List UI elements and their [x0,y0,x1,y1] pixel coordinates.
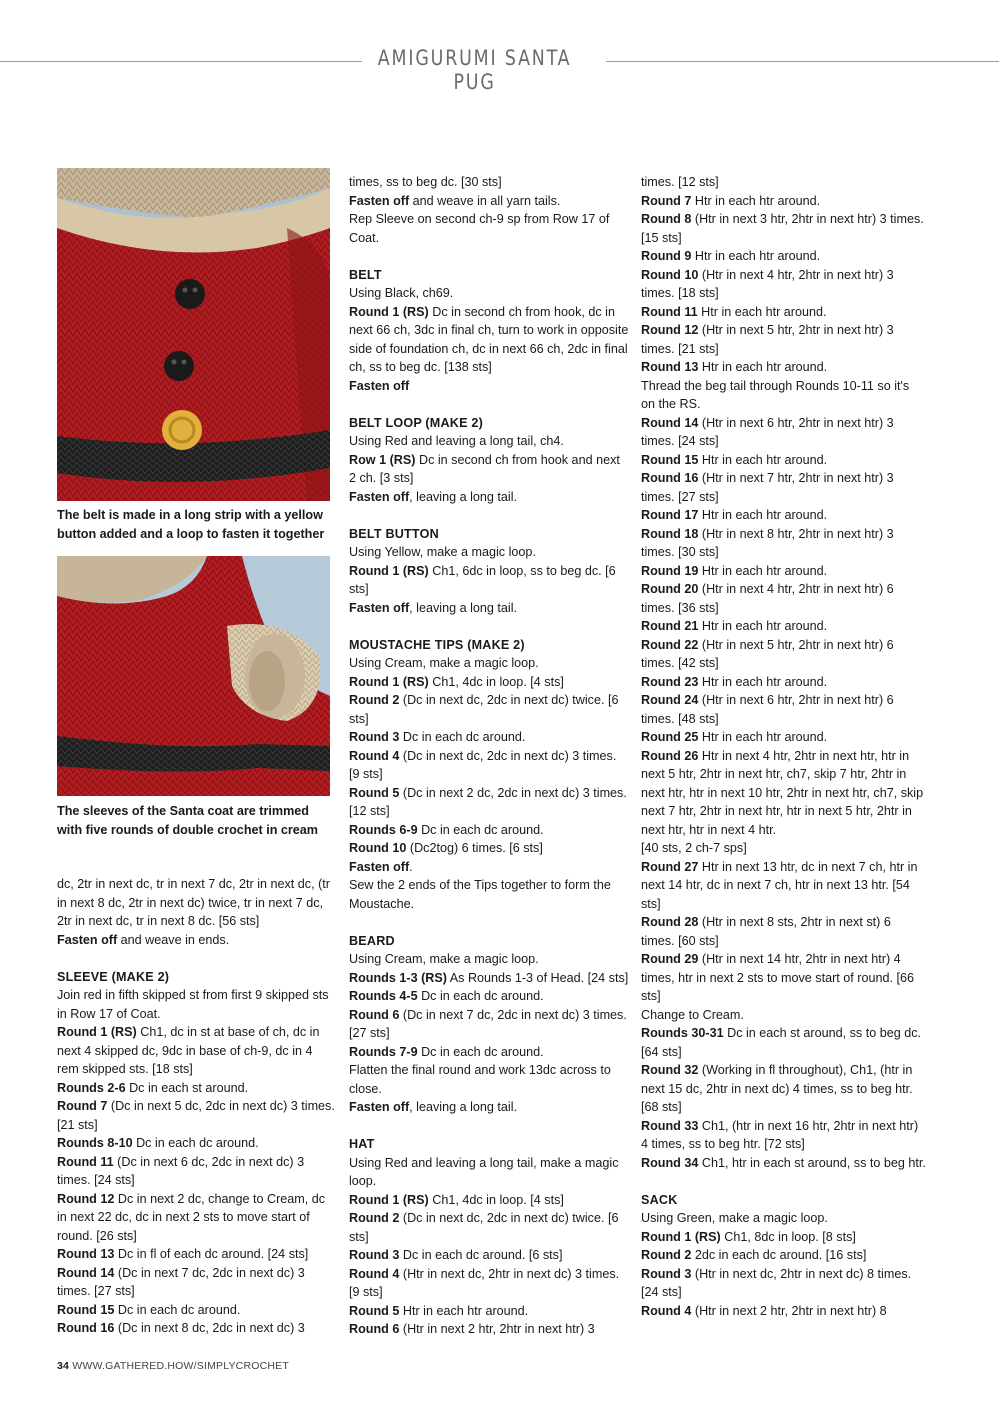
instruction-line [641,728,926,747]
paragraph-gap [349,247,629,266]
instruction-text: Htr in next 4 htr, 2htr in next htr, htr in next 5 htr, 2htr in next htr, ch7, skip 7 htr, 2htr in next htr, htr in next 10 htr, 2htr in next htr, ch7, skip next 7 htr, 2htr in next htr, htr in next 5 htr, 2htr in next htr, htr in next 4 htr. [641,748,924,837]
instruction-label: Round 34 [641,1155,699,1170]
instruction-label: Round 10 [641,267,699,282]
instruction-text: (Htr in next 2 htr, 2htr in next htr) 8 [691,1303,887,1318]
sleeve-photo-caption: The sleeves of the Santa coat are trimmed with five rounds of double crochet in cream [57,804,319,837]
instruction-text: Thread the beg tail through Rounds 10-11 so it's on the RS. [641,378,910,411]
instruction-label: Round 19 [641,563,699,578]
instruction-line [641,358,926,377]
instruction-line [349,784,629,821]
instruction-line [57,1264,335,1301]
instruction-line [641,1302,926,1321]
instruction-label: Round 1 (RS) [349,304,429,319]
instruction-label: Round 5 [349,1303,400,1318]
instruction-label: Round 4 [349,1266,400,1281]
instruction-text: Htr in each htr around. [691,193,821,208]
instruction-text: Using Yellow, make a magic loop. [349,545,536,559]
instruction-text: (Dc2tog) 6 times. [6 sts] [406,841,543,855]
instruction-text: , leaving a long tail. [409,600,517,615]
header-rule-left [0,61,362,62]
instruction-label: Round 4 [349,748,400,763]
instruction-line [349,192,629,211]
instruction-line [57,1190,335,1246]
instruction-label: Round 33 [641,1118,699,1133]
instruction-text: and weave in ends. [117,932,230,947]
instruction-text: (Dc in next dc, 2dc in next dc) twice. [6 sts] [349,1211,619,1244]
instruction-line [641,691,926,728]
instruction-line [349,303,629,377]
instruction-text: Htr in next 13 htr, dc in next 7 ch, htr in next 14 htr, dc in next 7 ch, htr in next 13 htr. [54 sts] [641,859,918,911]
instruction-line [641,747,926,840]
instruction-text: Htr in each htr around. [399,1303,529,1318]
instruction-line [641,1228,926,1247]
section-heading: SACK [641,1192,678,1207]
instruction-line [57,1023,335,1079]
instruction-label: Fasten off [349,193,410,208]
instruction-label: Round 25 [641,730,699,744]
instruction-label: Round 3 [641,1266,692,1281]
instruction-label: Rounds 6-9 [349,822,418,837]
instruction-label: Round 13 [641,360,699,374]
instruction-label: Fasten off [57,932,118,947]
instruction-line [349,432,629,451]
instruction-text: Dc in each dc around. [417,822,544,837]
instruction-label: Round 12 [57,1191,115,1206]
instruction-label: Round 26 [641,748,699,763]
instruction-line [349,1191,629,1210]
instruction-label: Round 7 [57,1099,108,1113]
instruction-text: Change to Cream. [641,1007,744,1022]
instruction-label: Round 2 [641,1248,692,1262]
instruction-text: Htr in each htr around. [698,360,828,374]
instruction-line [641,1117,926,1154]
instruction-text: (Htr in next 7 htr, 2htr in next htr) 3 times. [27 sts] [641,471,894,504]
instruction-text: times. [12 sts] [641,175,719,189]
instruction-line [57,1097,335,1134]
instruction-line [349,1265,629,1302]
instruction-line [349,1098,629,1117]
instruction-label: Round 17 [641,508,699,522]
instruction-text: Htr in each htr around. [698,563,828,578]
belt-photo-caption: The belt is made in a long strip with a yellow button added and a loop to fasten it together [57,508,325,541]
instruction-label: Round 15 [641,452,699,467]
instruction-label: Round 2 [349,693,400,707]
section-heading: BELT LOOP (MAKE 2) [349,415,483,430]
section-heading: BELT [349,267,382,282]
instruction-text: (Dc in next dc, 2dc in next dc) twice. [6 sts] [349,693,619,726]
instruction-text: Htr in each htr around. [698,674,828,689]
instruction-text: Ch1, 4dc in loop. [4 sts] [428,1192,564,1207]
instruction-label: Round 3 [349,730,400,744]
instruction-line [349,969,629,988]
instruction-line [349,1320,629,1339]
instruction-text: Dc in each st around. [125,1080,249,1095]
instruction-label: Row 1 (RS) [349,452,416,467]
page-footer [57,1360,289,1372]
instruction-label: Fasten off [349,600,410,615]
instruction-line [349,673,629,692]
instruction-label: Round 5 [349,785,400,800]
instruction-text: (Htr in next 2 htr, 2htr in next htr) 3 [399,1322,595,1336]
instruction-label: Fasten off [349,489,410,504]
instruction-label: Round 7 [641,193,692,208]
instruction-label: Round 15 [57,1302,115,1317]
instruction-line [57,1153,335,1190]
instruction-line [349,1043,629,1062]
instruction-label: Round 16 [641,471,699,485]
text-column-3 [641,173,926,1320]
instruction-label: Fasten off [349,1100,410,1114]
instruction-label: Round 2 [349,1211,400,1225]
instruction-text: . [409,859,413,874]
instruction-line [349,839,629,858]
instruction-line [349,654,629,673]
instruction-text: Using Cream, make a magic loop. [349,952,539,966]
instruction-text: Htr in each htr around. [698,452,828,467]
instruction-text: Htr in each htr around. [698,508,828,522]
instruction-line [641,913,926,950]
paragraph-gap [641,1172,926,1191]
instruction-text: Using Red and leaving a long tail, make a magic loop. [349,1155,619,1188]
instruction-text: Dc in fl of each dc around. [24 sts] [114,1247,309,1261]
instruction-text: Dc in second ch from hook, dc in next 66 ch, 3dc in final ch, turn to work in opposite side of foundation ch, dc in next 66 ch, 2dc in final ch, ss to beg dc. [138 sts] [349,304,629,374]
instruction-text: Rep Sleeve on second ch-9 sp from Row 17 of Coat. [349,212,610,245]
instruction-line [641,580,926,617]
instruction-text: (Htr in next 6 htr, 2htr in next htr) 6 times. [48 sts] [641,693,894,726]
instruction-text: Dc in each dc around. [417,989,544,1003]
paragraph-gap [349,617,629,636]
paragraph-gap [349,1117,629,1136]
instruction-text: Ch1, 8dc in loop. [8 sts] [720,1229,856,1244]
instruction-text: Using Cream, make a magic loop. [349,656,539,670]
instruction-label: Round 11 [57,1154,114,1169]
section-heading: BEARD [349,933,395,948]
page-number: 34 [57,1360,70,1372]
instruction-text: (Htr in next 5 htr, 2htr in next htr) 6 times. [42 sts] [641,637,894,670]
instruction-label: Round 23 [641,674,699,689]
instruction-text: (Htr in next dc, 2htr in next dc) 3 times. [9 sts] [349,1266,620,1299]
paragraph-gap [57,949,335,968]
instruction-text: (Htr in next 3 htr, 2htr in next htr) 3 times. [15 sts] [641,212,924,245]
instruction-text: Ch1, htr in each st around, ss to beg htr. [698,1155,926,1170]
instruction-line [641,247,926,266]
instruction-label: Round 29 [641,952,699,966]
instruction-text: Dc in next 2 dc, change to Cream, dc in next 22 dc, dc in next 2 sts to move start of round. [26 sts] [57,1191,326,1243]
belt-photo [57,168,330,501]
text-column-2 [349,173,629,1339]
instruction-line [349,728,629,747]
paragraph-gap [349,506,629,525]
instruction-text: Using Black, ch69. [349,286,454,300]
section-heading: SLEEVE (MAKE 2) [57,969,170,984]
instruction-text: dc, 2tr in next dc, tr in next 7 dc, 2tr in next dc, (tr in next 8 dc, 2tr in next dc) twice, tr in next 7 dc, 2tr in next dc, tr in next 8 dc. [56 sts] [57,877,330,928]
instruction-text: Flatten the final round and work 13dc across to close. [349,1063,611,1096]
instruction-text: (Htr in next 4 htr, 2htr in next htr) 6 times. [36 sts] [641,582,894,615]
instruction-text: [40 sts, 2 ch-7 sps] [641,841,747,855]
instruction-label: Round 32 [641,1063,699,1077]
instruction-label: Fasten off [349,378,410,393]
instruction-line [641,1154,926,1173]
instruction-label: Round 8 [641,212,692,226]
instruction-label: Round 11 [641,304,698,319]
instruction-line [349,821,629,840]
instruction-line [641,562,926,581]
instruction-line [349,488,629,507]
instruction-text: Dc in each st around, ss to beg dc. [64 sts] [641,1026,922,1059]
instruction-text: (Dc in next 8 dc, 2dc in next dc) 3 [114,1321,305,1335]
instruction-text: (Dc in next 7 dc, 2dc in next dc) 3 times. [27 sts] [57,1265,305,1298]
instruction-label: Fasten off [349,859,410,874]
instruction-line [641,525,926,562]
instruction-label: Round 1 (RS) [349,674,429,689]
instruction-text: Dc in each dc around. [417,1044,544,1059]
instruction-label: Round 13 [57,1247,115,1261]
instruction-line [641,192,926,211]
instruction-line [641,1246,926,1265]
instruction-text: (Htr in next 4 htr, 2htr in next htr) 3 times. [18 sts] [641,267,894,300]
instruction-line [641,303,926,322]
instruction-line [641,636,926,673]
instruction-label: Round 6 [349,1322,400,1336]
instruction-line [641,1265,926,1302]
instruction-line [641,673,926,692]
instruction-label: Rounds 8-10 [57,1136,133,1150]
instruction-label: Rounds 2-6 [57,1080,126,1095]
instruction-label: Round 20 [641,582,699,596]
text-column-1 [57,875,335,1338]
instruction-text: , leaving a long tail. [409,1100,517,1114]
instruction-line [57,1245,335,1264]
instruction-line [641,451,926,470]
footer-url: WWW.GATHERED.HOW/SIMPLYCROCHET [72,1360,289,1372]
instruction-label: Round 4 [641,1303,692,1318]
instruction-text: Ch1, 4dc in loop. [4 sts] [428,674,564,689]
instruction-line [57,1079,335,1098]
instruction-text: Dc in each dc around. [6 sts] [399,1248,563,1262]
instruction-text: Using Red and leaving a long tail, ch4. [349,434,564,448]
instruction-label: Round 21 [641,619,699,633]
instruction-text: (Dc in next 5 dc, 2dc in next dc) 3 times. [21 sts] [57,1099,335,1132]
instruction-text: (Htr in next 6 htr, 2htr in next htr) 3 times. [24 sts] [641,415,894,448]
instruction-line [349,562,629,599]
instruction-label: Round 1 (RS) [349,563,429,578]
instruction-text: (Dc in next 7 dc, 2dc in next dc) 3 times. [27 sts] [349,1007,627,1040]
instruction-label: Rounds 7-9 [349,1044,418,1059]
sleeve-photo [57,556,330,796]
instruction-line [349,1246,629,1265]
instruction-label: Round 3 [349,1248,400,1262]
instruction-text: Ch1, (htr in next 16 htr, 2htr in next htr) 4 times, ss to beg htr. [72 sts] [641,1118,919,1151]
instruction-line [641,414,926,451]
instruction-line [57,986,335,1023]
instruction-line [57,1134,335,1153]
instruction-text: Htr in each htr around. [697,304,827,319]
instruction-line [349,210,629,247]
instruction-text: (Dc in next 6 dc, 2dc in next dc) 3 times. [24 sts] [57,1154,305,1187]
instruction-line [349,987,629,1006]
instruction-line [349,1154,629,1191]
paragraph-gap [349,395,629,414]
instruction-text: (Htr in next dc, 2htr in next dc) 8 times. [24 sts] [641,1266,912,1299]
section-heading: MOUSTACHE TIPS (MAKE 2) [349,637,525,652]
instruction-text: (Dc in next 2 dc, 2dc in next dc) 3 times. [12 sts] [349,785,627,818]
instruction-text: and weave in all yarn tails. [409,193,561,208]
instruction-line [641,1061,926,1117]
instruction-line [641,1209,926,1228]
instruction-text: Htr in each htr around. [691,249,821,263]
instruction-text: Ch1, dc in st at base of ch, dc in next 4 skipped dc, 9dc in base of ch-9, dc in 4 rem skipped sts. [18 sts] [57,1025,320,1076]
instruction-label: Rounds 4-5 [349,989,418,1003]
instruction-label: Round 18 [641,526,699,541]
instruction-line [641,377,926,414]
instruction-label: Round 24 [641,693,699,707]
instruction-text: Join red in fifth skipped st from first 9 skipped sts in Row 17 of Coat. [57,988,329,1021]
instruction-text: (Htr in next 8 htr, 2htr in next htr) 3 times. [30 sts] [641,526,894,559]
instruction-line [349,377,629,396]
instruction-text: Dc in each dc around. [114,1302,241,1317]
instruction-line [349,691,629,728]
instruction-line [349,858,629,877]
instruction-line [57,1301,335,1320]
instruction-label: Round 6 [349,1007,400,1022]
instruction-line [57,1319,335,1338]
instruction-line [57,875,335,931]
instruction-label: Round 14 [641,415,699,430]
section-heading: BELT BUTTON [349,526,439,541]
instruction-line [349,543,629,562]
instruction-text: times, ss to beg dc. [30 sts] [349,175,502,189]
instruction-text: Dc in each dc around. [399,730,526,744]
instruction-line [641,617,926,636]
instruction-line [641,173,926,192]
instruction-text: (Dc in next dc, 2dc in next dc) 3 times. [9 sts] [349,748,617,781]
instruction-line [349,1302,629,1321]
instruction-label: Round 28 [641,915,699,929]
instruction-line [349,747,629,784]
instruction-label: Round 16 [57,1321,115,1335]
instruction-line [349,950,629,969]
instruction-text: , leaving a long tail. [409,489,517,504]
instruction-line [641,1024,926,1061]
instruction-text: (Htr in next 14 htr, 2htr in next htr) 4 times, htr in next 2 sts to move start of round. [66 sts] [641,952,914,1003]
instruction-text: As Rounds 1-3 of Head. [24 sts] [446,970,629,985]
instruction-label: Round 14 [57,1265,115,1280]
instruction-line [641,858,926,914]
instruction-line [349,284,629,303]
instruction-line [641,469,926,506]
instruction-label: Round 1 (RS) [349,1192,429,1207]
header-rule-right [606,61,999,62]
instruction-text: Htr in each htr around. [698,730,828,744]
instruction-text: Htr in each htr around. [698,619,828,633]
instruction-label: Round 27 [641,859,699,874]
instruction-label: Round 9 [641,249,692,263]
instruction-line [349,1006,629,1043]
instruction-text: Dc in each dc around. [132,1136,259,1150]
instruction-line [349,876,629,913]
section-heading: HAT [349,1137,375,1151]
instruction-line [641,950,926,1006]
instruction-label: Round 22 [641,637,699,652]
instruction-line [641,506,926,525]
instruction-text: (Htr in next 8 sts, 2htr in next st) 6 times. [60 sts] [641,915,891,948]
instruction-label: Rounds 1-3 (RS) [349,970,447,985]
instruction-line [57,931,335,950]
instruction-line [349,599,629,618]
instruction-line [641,321,926,358]
instruction-line [641,1006,926,1025]
instruction-line [641,266,926,303]
page-title: AMIGURUMI SANTA PUG [377,46,572,94]
instruction-label: Round 1 (RS) [57,1025,137,1039]
instruction-line [349,451,629,488]
instruction-text: Ch1, 6dc in loop, ss to beg dc. [6 sts] [349,563,616,596]
instruction-line [641,839,926,858]
instruction-text: Dc in second ch from hook and next 2 ch. [3 sts] [349,452,620,485]
paragraph-gap [349,913,629,932]
instruction-line [641,210,926,247]
instruction-label: Round 1 (RS) [641,1229,721,1244]
instruction-label: Rounds 30-31 [641,1026,724,1040]
instruction-line [349,1061,629,1098]
instruction-text: (Working in fl throughout), Ch1, (htr in next 15 dc, 2htr in next dc) 4 times, ss to beg htr. [68 sts] [641,1063,913,1114]
instruction-label: Round 12 [641,323,699,337]
instruction-label: Round 10 [349,841,407,855]
instruction-text: (Htr in next 5 htr, 2htr in next htr) 3 times. [21 sts] [641,323,894,356]
instruction-text: 2dc in each dc around. [16 sts] [691,1248,867,1262]
instruction-line [349,1209,629,1246]
instruction-line [349,173,629,192]
instruction-text: Sew the 2 ends of the Tips together to form the Moustache. [349,878,611,911]
instruction-text: Using Green, make a magic loop. [641,1211,828,1225]
